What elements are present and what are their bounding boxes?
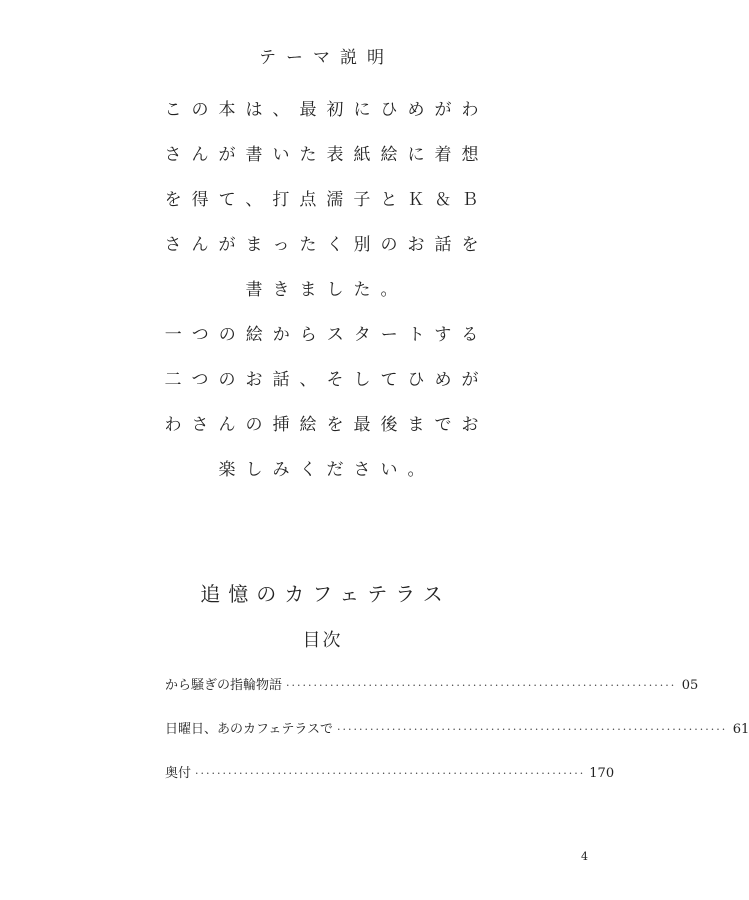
theme-line: 一つの絵からスタートする: [164, 325, 489, 345]
toc-entry-page: 05: [681, 678, 699, 693]
theme-heading: テーマ説明: [259, 48, 394, 68]
toc-dot-leader: ·······································································: [286, 679, 677, 692]
theme-line: 書きました。: [245, 280, 408, 300]
toc-dot-leader: ·······································································: [195, 767, 586, 780]
toc-entry-title: 日曜日、あのカフェテラスで: [165, 722, 333, 737]
table-of-contents: [165, 672, 749, 804]
toc-entry-page: 170: [589, 766, 615, 781]
toc-entry-title: から騒ぎの指輪物語: [165, 678, 283, 693]
theme-line: 二つのお話、そしてひめが: [164, 370, 489, 390]
toc-dot-leader: ·······································································: [336, 723, 728, 736]
theme-line: を得て、打点濡子とＫ＆Ｂ: [164, 190, 489, 210]
toc-heading: 目次: [302, 630, 343, 651]
toc-entry-title: 奥付: [165, 766, 192, 781]
toc-entry: [165, 760, 615, 804]
toc-entry-page: 61: [732, 722, 749, 737]
story-title: 追憶のカフェテラス: [200, 582, 451, 606]
theme-line: さんがまったく別のお話を: [164, 235, 489, 255]
theme-description: [0, 88, 643, 493]
toc-entry: [165, 716, 749, 760]
theme-line: この本は、最初にひめがわ: [164, 100, 489, 120]
toc-entry: [165, 672, 699, 716]
page-number: 4: [581, 850, 588, 863]
theme-line: さんが書いた表紙絵に着想: [164, 145, 489, 165]
theme-line: わさんの挿絵を最後までお: [164, 415, 489, 435]
theme-line: 楽しみください。: [218, 460, 435, 480]
